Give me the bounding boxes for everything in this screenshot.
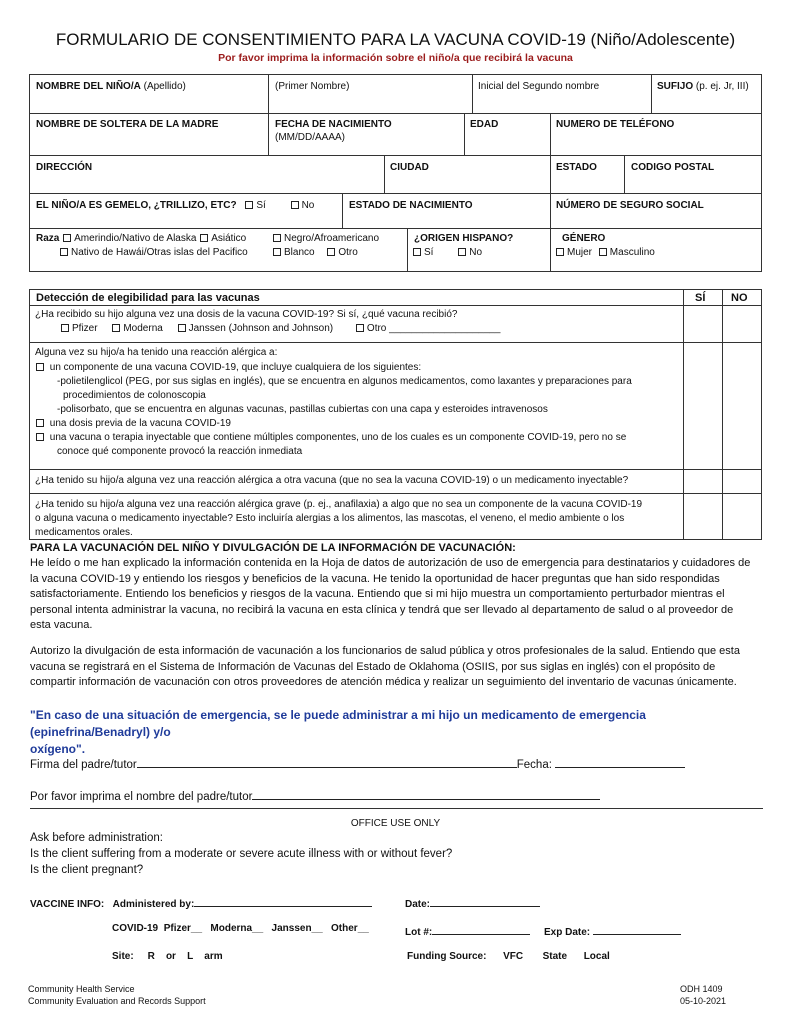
q1-other-checkbox[interactable] [356, 324, 364, 332]
office-q-illness: Is the client suffering from a moderate or severe acute illness with or without fever? [30, 848, 453, 860]
q2a-peg: -polietilenglicol (PEG, por sus siglas en inglés), que se encuentra en algunos medicamentos, como laxantes y preparaciones para [57, 376, 632, 387]
administered-by-field[interactable]: VACCINE INFO: Administered by: [30, 895, 372, 910]
consent-p1-line: satisfactoriamente. Entiendo los beneficios y riesgos de la vacuna. Entiendo que si mi hijo muestra un comportamiento perturbador mientras el [30, 588, 725, 600]
race-asian-checkbox[interactable] [200, 234, 208, 242]
q3-text: ¿Ha tenido su hijo/a alguna vez una reacción alérgica a otra vacuna (que no sea la vacuna COVID-19) o un medicamento inyectable? [35, 475, 629, 486]
col-no: NO [731, 292, 748, 304]
q2c-checkbox[interactable] [36, 433, 44, 441]
funding-row[interactable]: Funding Source: VFC State Local [407, 951, 610, 962]
dob-field[interactable]: FECHA DE NACIMIENTO (MM/DD/AAAA) [275, 119, 392, 143]
office-date-field[interactable]: Date: [405, 895, 540, 910]
consent-p2-line: compartir información de vacunación con otros proveedores de atención médica y realizar un seguimiento del inventario de vacunas únicamente. [30, 676, 737, 688]
q1-moderna-checkbox[interactable] [112, 324, 120, 332]
city-field[interactable]: CIUDAD [390, 162, 429, 173]
q4-line3: medicamentos orales. [35, 527, 133, 538]
q1-options: Pfizer Moderna Janssen (Johnson and Johnson) Otro ____________________ [60, 322, 500, 335]
hispanic-no-checkbox[interactable] [458, 248, 466, 256]
consent-paragraph-2 [30, 644, 765, 691]
emergency-line: "En caso de una situación de emergencia, se le puede administrar a mi hijo un medicamento de emergencia (epinefrina/Benadryl) y/o [30, 708, 646, 739]
address-field[interactable]: DIRECCIÓN [36, 162, 93, 173]
q2a-checkbox[interactable] [36, 363, 44, 371]
eligibility-header: Detección de elegibilidad para las vacunas [36, 292, 260, 304]
race-other-checkbox[interactable] [327, 248, 335, 256]
site-row[interactable]: Site: R or L arm [112, 951, 223, 962]
q1-text: ¿Ha recibido su hijo alguna vez una dosis de la vacuna COVID-19? Si sí, ¿qué vacuna recibió? [35, 309, 458, 320]
lot-field[interactable]: Lot #: [405, 923, 530, 938]
mother-maiden-field[interactable]: NOMBRE DE SOLTERA DE LA MADRE [36, 119, 219, 130]
hispanic-yes-checkbox[interactable] [413, 248, 421, 256]
consent-p1-line: personal intenta administrar la vacuna, no recibirá la vacuna en esta clínica y tendrá que ser llevado al departamento de salud o al proveedor de [30, 603, 734, 616]
consent-p1-line: He leído o me han explicado la información contenida en la Hoja de datos de autorización de uso de emergencia para destinatarios y cuidadores de [30, 557, 751, 569]
consent-heading: PARA LA VACUNACIÓN DEL NIÑO Y DIVULGACIÓN DE LA INFORMACIÓN DE VACUNACIÓN: [30, 542, 516, 554]
middle-initial-field[interactable]: Inicial del Segundo nombre [478, 81, 600, 92]
col-yes: SÍ [695, 292, 706, 304]
office-ask: Ask before administration: [30, 832, 163, 844]
emergency-statement [30, 707, 765, 758]
phone-field[interactable]: NUMERO DE TELÉFONO [556, 119, 675, 130]
consent-p1-line: la vacuna COVID-19 y entiendo los riesgos y beneficios de la vacuna. He tenido la oportunidad de hacer preguntas que han sido respondidas [30, 572, 720, 585]
q2b-checkbox[interactable] [36, 419, 44, 427]
gender-female-checkbox[interactable] [556, 248, 564, 256]
ssn-field[interactable]: NÚMERO DE SEGURO SOCIAL [556, 200, 704, 211]
vaccine-type-row[interactable]: COVID-19 Pfizer__ Moderna__ Janssen__ Other__ [112, 923, 369, 934]
q2c-cont: conoce qué componente provocó la reacción inmediata [57, 446, 303, 457]
child-lastname-field[interactable]: NOMBRE DEL NIÑO/A (Apellido) [36, 81, 186, 92]
q2a-polysorbate: -polisorbato, que se encuentra en algunas vacunas, pastillas cubiertas con una capa y esteroides intravenosos [57, 404, 548, 415]
consent-paragraph-1 [30, 556, 765, 634]
footer-form-id: ODH 1409 05-10-2021 [680, 984, 727, 1006]
q2-intro: Alguna vez su hijo/a ha tenido una reacción alérgica a: [35, 347, 278, 358]
q4-line2: o alguna vacuna o medicamento inyectable? Esto incluiría alergias a los alimentos, las mascotas, el veneno, el medio ambiente o los [35, 513, 625, 524]
q2a-peg-cont: procedimientos de colonoscopia [63, 390, 206, 401]
form-title: FORMULARIO DE CONSENTIMIENTO PARA LA VACUNA COVID-19 (Niño/Adolescente) [55, 30, 736, 49]
emergency-line: oxígeno". [30, 742, 86, 756]
divider [30, 808, 763, 809]
signature-line[interactable]: Firma del padre/tutor Fecha: [30, 756, 685, 771]
first-name-field[interactable]: (Primer Nombre) [275, 81, 350, 92]
gender-male-checkbox[interactable] [599, 248, 607, 256]
race-hawaiian-checkbox[interactable] [60, 248, 68, 256]
twin-question: EL NIÑO/A ES GEMELO, ¿TRILLIZO, ETC? Sí No [36, 200, 315, 211]
office-use-title: OFFICE USE ONLY [350, 818, 441, 829]
print-name-line[interactable]: Por favor imprima el nombre del padre/tutor [30, 788, 600, 803]
race-white-checkbox[interactable] [273, 248, 281, 256]
office-q-pregnant: Is the client pregnant? [30, 864, 144, 876]
birth-state-field[interactable]: ESTADO DE NACIMIENTO [349, 200, 473, 211]
gender-label: GÉNERO [562, 233, 606, 244]
suffix-field[interactable]: SUFIJO (p. ej. Jr, III) [657, 81, 749, 92]
consent-p2-line: Autorizo la divulgación de esta información de vacunación a los funcionarios de salud pública y otros profesionales de la salud. Entiendo que esta [30, 645, 740, 657]
race-group: Raza Amerindio/Nativo de Alaska Asiático [36, 233, 247, 244]
form-subtitle: Por favor imprima la información sobre el niño/a que recibirá la vacuna [218, 52, 573, 64]
footer-org: Community Health Service Community Evaluation and Records Support [28, 984, 206, 1006]
exp-date-field[interactable]: Exp Date: [544, 923, 681, 938]
twin-yes-checkbox[interactable] [245, 201, 253, 209]
consent-p1-line: esta vacuna. [30, 619, 93, 631]
consent-p2-line: vacuna se registrará en el Sistema de Información de Vacunas del Estado de Oklahoma (OSIIS, por sus siglas en inglés) con el propósito de [30, 660, 716, 673]
q4-line1: ¿Ha tenido su hijo/a alguna vez una reacción alérgica grave (p. ej., anafilaxia) a algo que no sea un componente de la vacuna COVID-19 [35, 499, 643, 510]
race-black-checkbox[interactable] [273, 234, 281, 242]
twin-no-checkbox[interactable] [291, 201, 299, 209]
q1-pfizer-checkbox[interactable] [61, 324, 69, 332]
zip-field[interactable]: CODIGO POSTAL [631, 162, 715, 173]
race-amerindian-checkbox[interactable] [63, 234, 71, 242]
hispanic-label: ¿ORIGEN HISPANO? [414, 233, 514, 244]
state-field[interactable]: ESTADO [556, 162, 597, 173]
age-field[interactable]: EDAD [470, 119, 499, 130]
q1-janssen-checkbox[interactable] [178, 324, 186, 332]
